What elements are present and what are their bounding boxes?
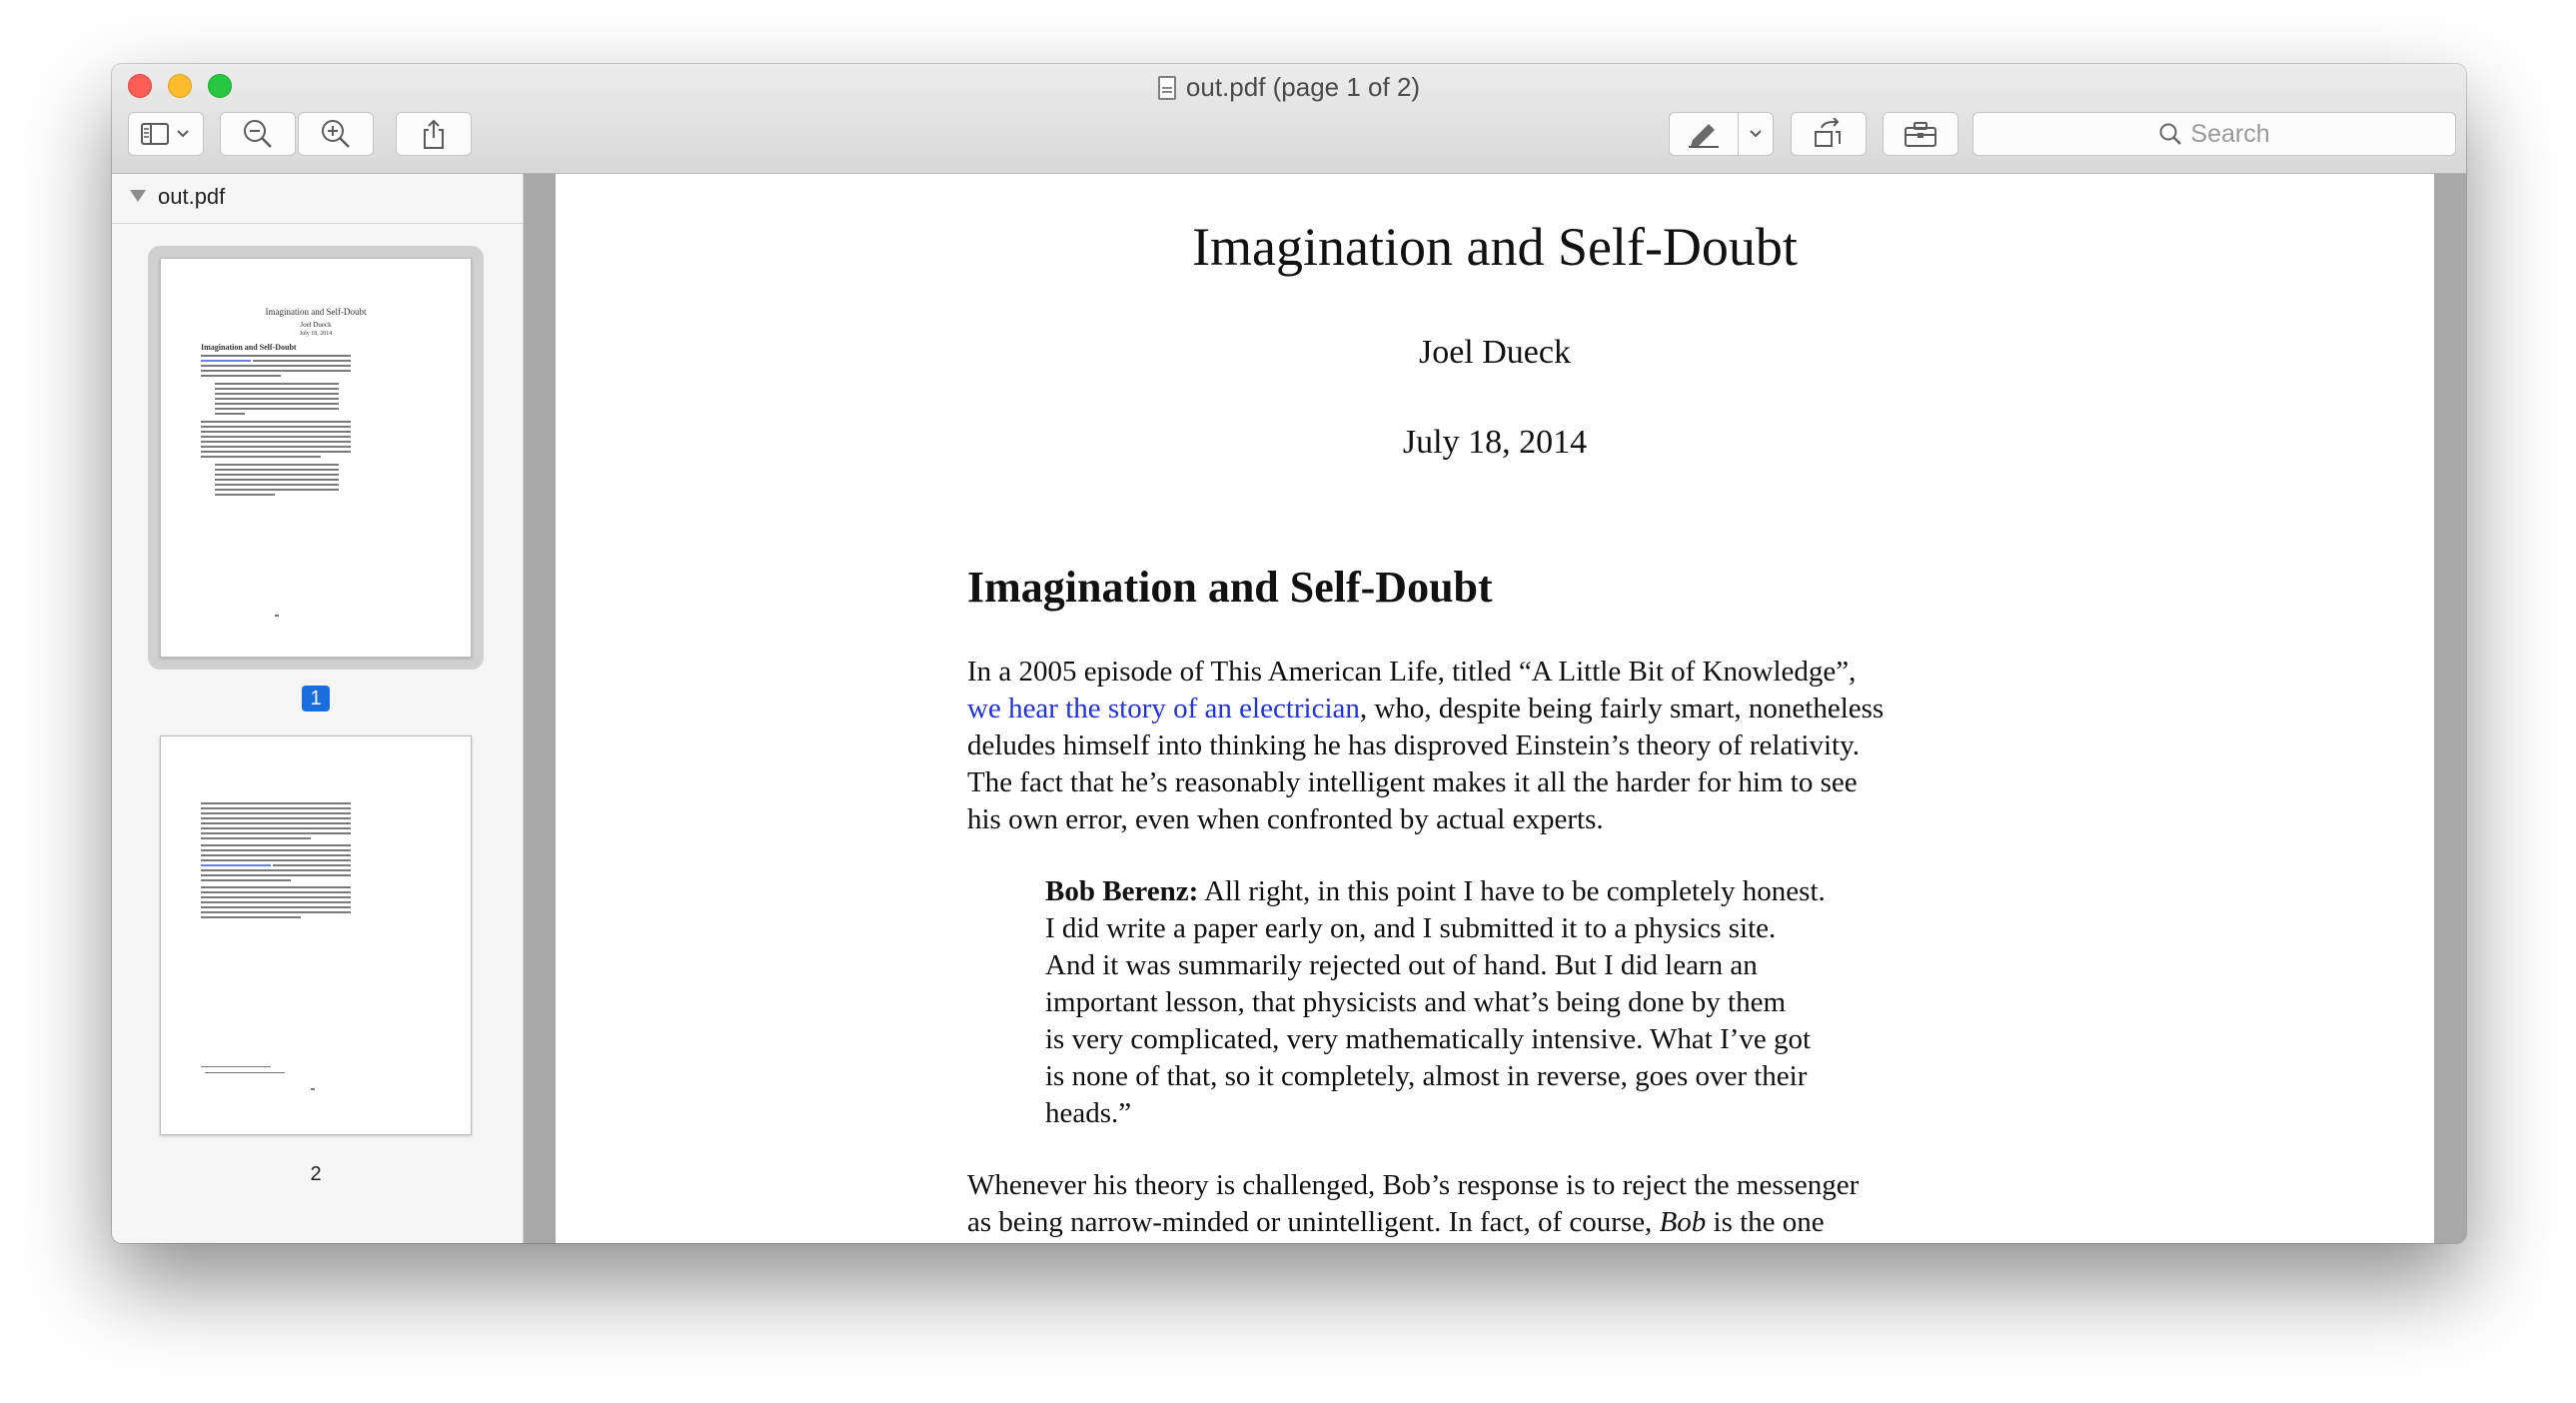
section-heading: Imagination and Self-Doubt: [967, 563, 1493, 612]
paragraph-line: [967, 691, 2026, 727]
document-proxy-icon[interactable]: [1158, 76, 1176, 100]
document-title: Imagination and Self-Doubt: [1192, 217, 1798, 277]
paragraph-line: his own error, even when confronted by actual experts.: [967, 803, 1604, 835]
quote-line: And it was summarily rejected out of hand. But I did learn an: [1045, 949, 1758, 981]
zoom-out-icon: [242, 118, 274, 150]
block-quote: [1045, 873, 1954, 1132]
document-author: Joel Dueck: [1418, 334, 1571, 371]
paragraph-italic-text: Bob: [1659, 1206, 1707, 1238]
paragraph-line: The fact that he’s reasonably intelligent makes it all the harder for him to see: [967, 766, 1858, 798]
page-gutter-right: [2434, 174, 2466, 1243]
rotate-icon: [1812, 118, 1846, 150]
quote-line: I did write a paper early on, and I submitted it to a physics site.: [1045, 912, 1777, 944]
electrician-story-link[interactable]: we hear the story of an electrician: [967, 693, 1360, 724]
pen-icon: [1687, 120, 1721, 148]
paragraph-line: deludes himself into thinking he has disproved Einstein’s theory of relativity.: [967, 729, 1860, 761]
document-date: July 18, 2014: [1402, 424, 1588, 461]
quote-line: important lesson, that physicists and what’s being done by them: [1045, 986, 1787, 1018]
paragraph-text: as being narrow-minded or unintelligent. In fact, of course,: [967, 1206, 1660, 1238]
page-thumbnail-2[interactable]: [160, 735, 472, 1135]
thumb-section: Imagination and Self-Doubt: [201, 343, 297, 352]
zoom-in-icon: [320, 118, 352, 150]
thumb-date: July 18, 2014: [299, 331, 333, 337]
toolbox-icon: [1903, 120, 1938, 148]
sidebar-view-button[interactable]: [128, 112, 204, 156]
markup-toolbar-button[interactable]: [1883, 112, 1958, 156]
chevron-down-icon: [175, 128, 191, 140]
search-placeholder: Search: [2190, 119, 2270, 148]
thumb-title: Imagination and Self-Doubt: [265, 307, 367, 317]
zoom-out-button[interactable]: [220, 112, 296, 156]
thumb-author: Joel Dueck: [300, 321, 332, 329]
zoom-in-button[interactable]: [298, 112, 374, 156]
window-title: [112, 70, 2466, 104]
quote-line: heads.”: [1045, 1097, 1132, 1129]
quote-line: [1045, 873, 1954, 910]
rotate-button[interactable]: [1791, 112, 1867, 156]
quote-speaker: Bob Berenz:: [1045, 875, 1199, 907]
paragraph-line: Whenever his theory is challenged, Bob’s response is to reject the messenger: [967, 1169, 1860, 1201]
page-number-2-label: 2: [310, 1163, 322, 1185]
titlebar: [112, 64, 2466, 174]
document-view[interactable]: [524, 174, 2466, 1243]
markup-dropdown-button[interactable]: [1738, 112, 1774, 156]
share-button[interactable]: [396, 112, 472, 156]
disclosure-triangle-icon[interactable]: [130, 190, 146, 202]
share-icon: [420, 118, 448, 150]
sidebar-icon: [141, 122, 171, 146]
search-icon: [2158, 122, 2182, 146]
sidebar-file-header[interactable]: [112, 174, 523, 224]
paragraph-text: , who, despite being fairly smart, nonetheless: [1359, 693, 1885, 724]
window-title-text: out.pdf (page 1 of 2): [1185, 72, 1421, 102]
sidebar-file-name: out.pdf: [158, 184, 226, 209]
page-number-1-badge: 1: [302, 686, 330, 711]
page-gutter-left: [524, 174, 556, 1243]
paragraph-line: [967, 1204, 2026, 1241]
search-field[interactable]: [1972, 112, 2456, 156]
page-thumbnail-1[interactable]: [160, 258, 472, 658]
paragraph-text: is the one: [1706, 1206, 1825, 1238]
quote-line: is very complicated, very mathematically intensive. What I’ve got: [1045, 1023, 1812, 1055]
markup-highlight-button[interactable]: [1669, 112, 1739, 156]
paragraph-2: [967, 1167, 2026, 1241]
thumbnail-sidebar: [112, 174, 524, 1243]
quote-text: All right, in this point I have to be completely honest.: [1198, 875, 1826, 907]
quote-line: is none of that, so it completely, almost in reverse, goes over their: [1045, 1060, 1808, 1092]
pdf-page-1[interactable]: [556, 174, 2434, 1243]
paragraph-1: [967, 654, 2026, 838]
paragraph-line: In a 2005 episode of This American Life, titled “A Little Bit of Knowledge”,: [967, 656, 1857, 688]
preview-window: [112, 64, 2466, 1243]
chevron-down-icon: [1748, 128, 1764, 140]
